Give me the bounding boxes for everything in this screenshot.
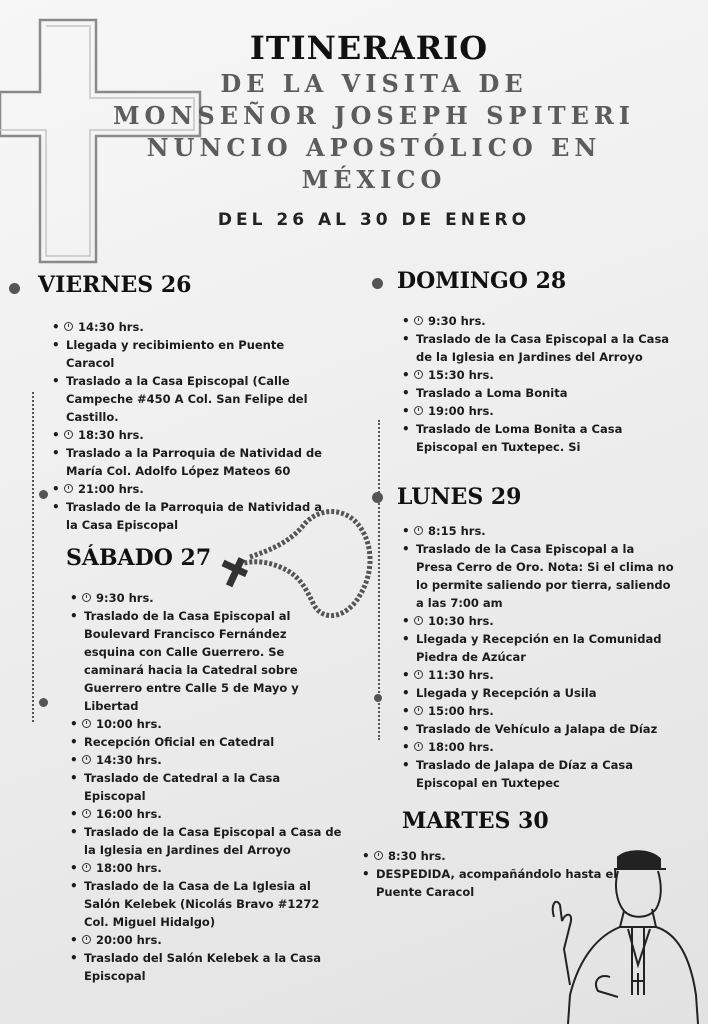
time-text: 9:30 hrs. (428, 314, 486, 328)
activity-line: • Traslado de la Parroquia de Natividad a (66, 500, 322, 514)
time-text: 9:30 hrs. (96, 591, 154, 605)
header (0, 28, 708, 230)
schedule-time (66, 715, 346, 733)
schedule-time (66, 859, 346, 877)
time-text: 16:00 hrs. (96, 807, 162, 821)
time-text: 10:00 hrs. (96, 717, 162, 731)
activity-line: lo permite saliendo por tierra, saliendo (416, 578, 671, 592)
activity-line: • Traslado de la Casa Episcopal a Casa de (84, 825, 342, 839)
time-text: 21:00 hrs. (78, 482, 144, 496)
activity-line: • Traslado de la Casa de La Iglesia al (84, 879, 311, 893)
activity-line: • Traslado a Loma Bonita (416, 386, 568, 400)
activity-line: • Recepción Oficial en Catedral (84, 735, 275, 749)
time-text: 11:30 hrs. (428, 668, 494, 682)
time-text: 14:30 hrs. (78, 320, 144, 334)
schedule-time (398, 666, 698, 684)
clock-icon (414, 706, 423, 715)
schedule-activity (48, 336, 348, 372)
activity-line: Castillo. (66, 410, 119, 424)
lunes-schedule (398, 522, 698, 792)
schedule-activity (66, 733, 346, 751)
activity-line: • Llegada y recibimiento en Puente (66, 338, 285, 352)
clock-icon (82, 935, 91, 944)
time-text: 10:30 hrs. (428, 614, 494, 628)
schedule-activity (398, 756, 698, 792)
schedule-activity (66, 949, 346, 985)
activity-line: • DESPEDIDA, acompañándolo hasta el (376, 867, 618, 881)
activity-line: Episcopal en Tuxtepec (416, 776, 560, 790)
activity-line: • Traslado a la Casa Episcopal (Calle (66, 374, 290, 388)
activity-line: • Traslado de la Casa Episcopal a la Casa (416, 332, 670, 346)
activity-line: Salón Kelebek (Nicolás Bravo #1272 (84, 897, 320, 911)
schedule-activity (48, 372, 348, 426)
activity-line: Episcopal (84, 969, 146, 983)
schedule-activity (398, 420, 688, 456)
clock-icon (414, 526, 423, 535)
activity-line: María Col. Adolfo López Mateos 60 (66, 464, 291, 478)
activity-line: • Traslado de Jalapa de Díaz a Casa (416, 758, 634, 772)
activity-line: la Iglesia en Jardines del Arroyo (84, 843, 291, 857)
timeline-node (374, 694, 382, 702)
schedule-time (398, 522, 698, 540)
pope-illustration (540, 845, 708, 1024)
activity-line: Episcopal en Tuxtepec. Si (416, 440, 581, 454)
clock-icon (64, 322, 73, 331)
schedule-activity (48, 444, 348, 480)
activity-line: a las 7:00 am (416, 596, 503, 610)
clock-icon (82, 755, 91, 764)
activity-line: • Llegada y Recepción en la Comunidad (416, 632, 662, 646)
schedule-time (398, 312, 688, 330)
activity-line: • Llegada y Recepción a Usila (416, 686, 597, 700)
schedule-activity (66, 769, 346, 805)
schedule-activity (398, 540, 698, 612)
clock-icon (82, 809, 91, 818)
subtitle-line-4: MÉXICO (301, 165, 447, 194)
day-title-martes: MARTES 30 (402, 808, 549, 834)
schedule-activity (66, 823, 346, 859)
activity-line: Col. Miguel Hidalgo) (84, 915, 216, 929)
time-text: 18:00 hrs. (428, 740, 494, 754)
clock-icon (64, 484, 73, 493)
rosary-icon (210, 505, 380, 635)
activity-line: • Traslado de Catedral a la Casa (84, 771, 281, 785)
schedule-activity (398, 630, 698, 666)
clock-icon (414, 370, 423, 379)
time-text: 18:00 hrs. (96, 861, 162, 875)
schedule-activity (66, 877, 346, 931)
day-marker (372, 492, 383, 503)
activity-line: de la Iglesia en Jardines del Arroyo (416, 350, 643, 364)
schedule-activity (398, 384, 688, 402)
activity-line: • Traslado del Salón Kelebek a la Casa (84, 951, 321, 965)
time-text: 8:30 hrs. (388, 849, 446, 863)
clock-icon (82, 593, 91, 602)
clock-icon (414, 670, 423, 679)
clock-icon (374, 851, 383, 860)
page-title: ITINERARIO (249, 29, 489, 67)
schedule-activity (398, 330, 688, 366)
day-title-sabado: SÁBADO 27 (66, 545, 212, 571)
clock-icon (414, 316, 423, 325)
schedule-time (48, 480, 348, 498)
activity-line: la Casa Episcopal (66, 518, 179, 532)
day-title-lunes: LUNES 29 (397, 484, 522, 510)
activity-line: • Traslado de Loma Bonita a Casa (416, 422, 623, 436)
schedule-time (66, 751, 346, 769)
day-marker (9, 283, 20, 294)
subtitle-line-2: MONSEÑOR JOSEPH SPITERI (112, 101, 636, 130)
schedule-activity (398, 684, 698, 702)
sabado-schedule (66, 589, 346, 985)
time-text: 20:00 hrs. (96, 933, 162, 947)
activity-line: Presa Cerro de Oro. Nota: Si el clima no (416, 560, 674, 574)
activity-line: • Traslado de Vehículo a Jalapa de Díaz (416, 722, 658, 736)
subtitle-line-3: NUNCIO APOSTÓLICO EN (146, 133, 602, 162)
day-title-viernes: VIERNES 26 (38, 272, 192, 298)
clock-icon (82, 719, 91, 728)
clock-icon (64, 430, 73, 439)
schedule-time (66, 805, 346, 823)
time-text: 14:30 hrs. (96, 753, 162, 767)
schedule-time (398, 402, 688, 420)
activity-line: • Traslado a la Parroquia de Natividad de (66, 446, 322, 460)
viernes-schedule (48, 318, 348, 534)
schedule-time (66, 931, 346, 949)
time-text: 15:00 hrs. (428, 704, 494, 718)
activity-line: esquina con Calle Guerrero. Se (84, 645, 285, 659)
activity-line: Boulevard Francisco Fernández (84, 627, 287, 641)
schedule-time (48, 318, 348, 336)
timeline-node (39, 698, 48, 707)
activity-line: • Traslado de la Casa Episcopal al (84, 609, 291, 623)
activity-line: Caracol (66, 356, 115, 370)
clock-icon (414, 616, 423, 625)
time-text: 18:30 hrs. (78, 428, 144, 442)
time-text: 8:15 hrs. (428, 524, 486, 538)
activity-line: Puente Caracol (376, 885, 475, 899)
day-marker (372, 278, 383, 289)
clock-icon (414, 742, 423, 751)
activity-line: Campeche #450 A Col. San Felipe del (66, 392, 308, 406)
clock-icon (414, 406, 423, 415)
timeline-node (39, 490, 48, 499)
schedule-time (48, 426, 348, 444)
time-text: 19:00 hrs. (428, 404, 494, 418)
day-title-domingo: DOMINGO 28 (397, 268, 567, 294)
schedule-time (398, 612, 698, 630)
activity-line: Piedra de Azúcar (416, 650, 526, 664)
date-range: DEL 26 AL 30 DE ENERO (217, 210, 531, 230)
activity-line: caminará hacia la Catedral sobre (84, 663, 298, 677)
clock-icon (82, 863, 91, 872)
activity-line: Episcopal (84, 789, 146, 803)
activity-line: Libertad (84, 699, 139, 713)
timeline-line (32, 392, 34, 722)
subtitle-line-1: DE LA VISITA DE (220, 69, 528, 98)
time-text: 15:30 hrs. (428, 368, 494, 382)
schedule-time (398, 738, 698, 756)
schedule-activity (398, 720, 698, 738)
schedule-time (398, 366, 688, 384)
activity-line: Guerrero entre Calle 5 de Mayo y (84, 681, 299, 695)
schedule-time (398, 702, 698, 720)
activity-line: • Traslado de la Casa Episcopal a la (416, 542, 635, 556)
domingo-schedule (398, 312, 688, 456)
